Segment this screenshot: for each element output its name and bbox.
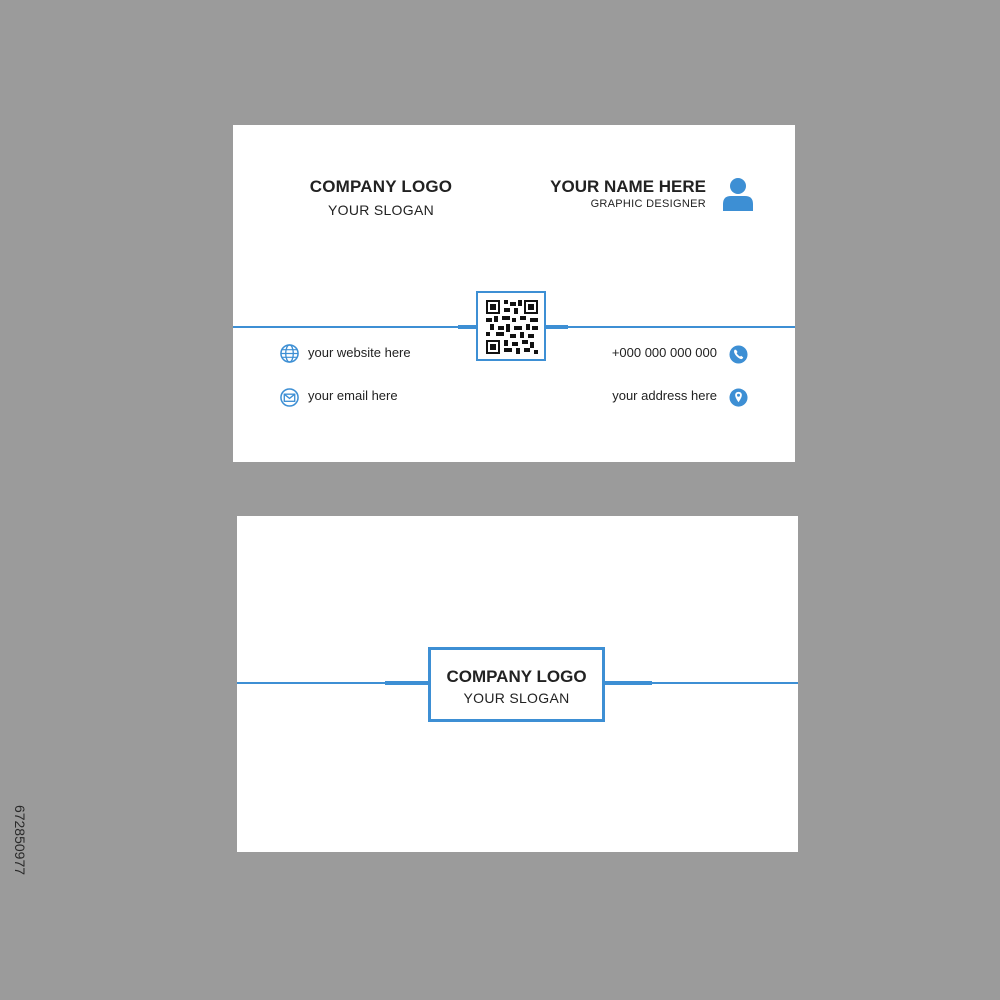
address-text: your address here	[612, 388, 717, 403]
back-slogan: YOUR SLOGAN	[463, 690, 570, 706]
mail-icon	[280, 388, 299, 407]
phone-icon	[729, 345, 748, 364]
back-divider-accent-right	[604, 681, 652, 685]
job-title-text: GRAPHIC DESIGNER	[590, 198, 706, 210]
location-pin-icon	[729, 388, 748, 409]
front-company-logo: COMPANY LOGO	[309, 177, 453, 196]
stock-id-text: 672850977	[12, 804, 28, 876]
front-divider-accent-right	[544, 325, 568, 329]
phone-text: +000 000 000 000	[611, 345, 717, 360]
back-company-logo: COMPANY LOGO	[446, 667, 587, 686]
front-divider-accent-left	[458, 325, 478, 329]
qr-code-icon	[486, 300, 538, 354]
back-logo-frame	[428, 647, 605, 722]
globe-icon	[280, 344, 299, 363]
front-slogan: YOUR SLOGAN	[328, 202, 434, 218]
business-card-back	[237, 516, 798, 852]
stock-id-label	[2, 766, 40, 926]
qr-code-frame	[476, 291, 546, 361]
website-text: your website here	[308, 345, 411, 360]
business-card-front	[233, 125, 795, 462]
person-icon	[722, 176, 754, 212]
name-text: YOUR NAME HERE	[550, 177, 706, 196]
back-divider-accent-left	[385, 681, 429, 685]
email-text: your email here	[308, 388, 398, 403]
